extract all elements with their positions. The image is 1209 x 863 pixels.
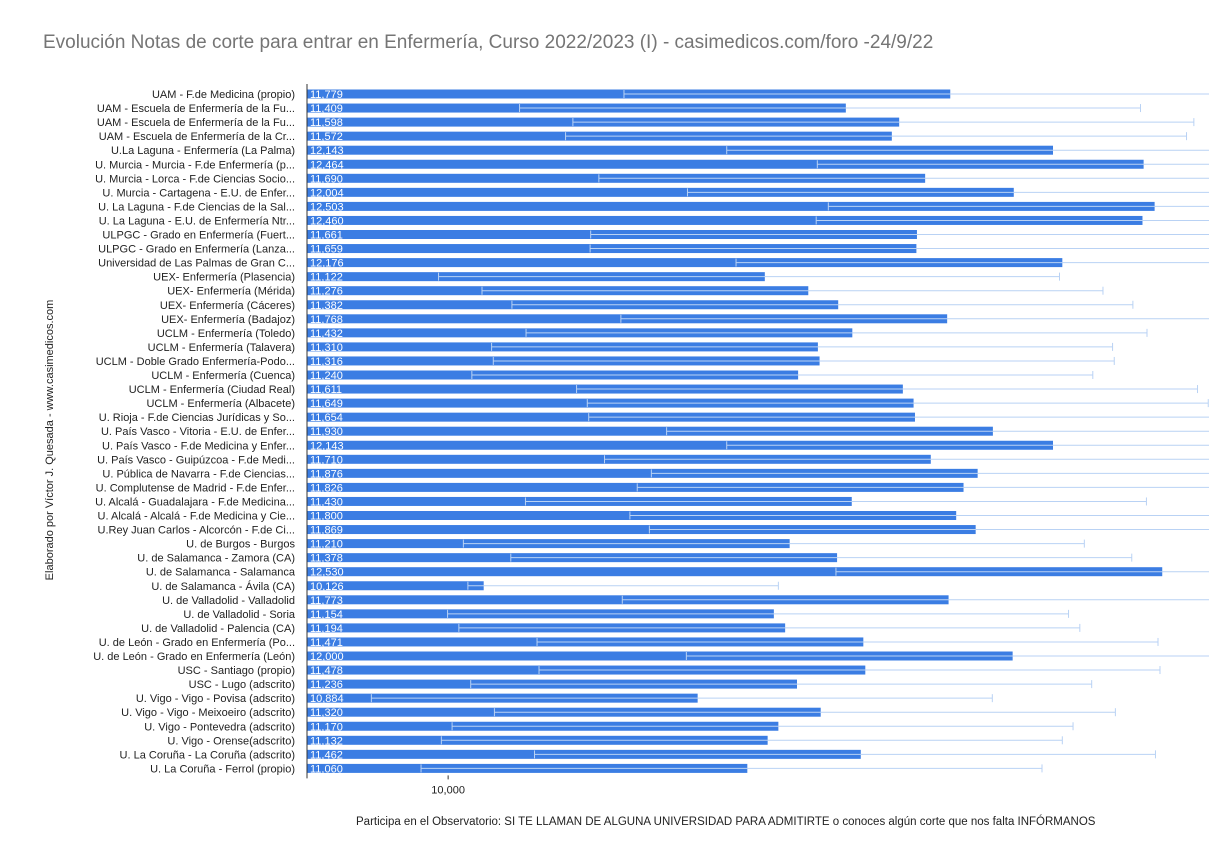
value-label: 11,654: [310, 412, 343, 425]
category-label: UCLM - Enfermería (Ciudad Real): [128, 384, 295, 397]
category-label: UCLM - Enfermería (Cuenca): [151, 370, 295, 382]
value-label: 11,471: [310, 636, 343, 649]
category-label: U. País Vasco - Guipúzcoa - F.de Medi...: [97, 454, 295, 467]
category-label: UCLM - Enfermería (Albacete): [146, 398, 295, 411]
value-label: 12,530: [310, 566, 344, 579]
category-label: U. de Salamanca - Zamora (CA): [137, 552, 295, 565]
category-label: U. de León - Grado en Enfermería (Po...: [98, 636, 295, 649]
category-label: U.La Laguna - Enfermería (La Palma): [110, 145, 295, 158]
value-label: 11,310: [310, 341, 343, 354]
category-label: U. de Burgos - Burgos: [186, 538, 295, 551]
category-label: U. Vigo - Orense(adscrito): [167, 735, 295, 748]
category-label: U. de Salamanca - Salamanca: [145, 566, 295, 579]
category-label: ULPGC - Grado en Enfermería (Lanza...: [98, 243, 295, 256]
value-label: 11,060: [310, 763, 343, 776]
author-credit: Elaborado por Víctor J. Quesada - www.casimedicos.com: [44, 299, 56, 581]
value-label: 11,649: [310, 398, 343, 411]
category-label: U. de Valladolid - Soria: [183, 608, 295, 621]
value-label: 11,478: [310, 665, 343, 678]
category-label: UCLM - Doble Grado Enfermería-Podo...: [95, 355, 295, 368]
category-label: UCLM - Enfermería (Toledo): [156, 327, 295, 340]
value-label: 11,930: [310, 426, 343, 439]
category-label: U. Rioja - F.de Ciencias Jurídicas y So...: [98, 412, 295, 425]
value-label: 11,320: [310, 707, 343, 720]
category-label: U. Vigo - Vigo - Meixoeiro (adscrito): [121, 707, 295, 720]
value-label: 11,316: [310, 355, 343, 368]
value-label: 11,869: [310, 524, 343, 537]
value-label: 11,572: [310, 131, 343, 144]
category-label: UEX- Enfermería (Mérida): [167, 285, 295, 298]
category-label: UEX- Enfermería (Badajoz): [161, 313, 295, 326]
category-label: UEX- Enfermería (Plasencia): [153, 271, 295, 284]
value-label: 11,876: [310, 468, 343, 481]
category-label: USC - Santiago (propio): [177, 665, 295, 678]
value-label: 11,382: [310, 299, 343, 312]
category-label: U. Murcia - Lorca - F.de Ciencias Socio...: [95, 173, 295, 186]
value-label: 11,378: [310, 552, 343, 565]
category-label: U. Vigo - Pontevedra (adscrito): [144, 721, 295, 734]
value-label: 12,460: [310, 215, 344, 228]
category-label: U.Rey Juan Carlos - Alcorcón - F.de Ci...: [97, 524, 295, 537]
category-label: U. Murcia - Cartagena - E.U. de Enfer...: [102, 187, 295, 200]
value-label: 11,154: [310, 608, 343, 621]
category-label: U. La Coruña - La Coruña (adscrito): [119, 749, 295, 762]
value-label: 12,000: [310, 651, 344, 663]
value-label: 11,210: [310, 538, 343, 551]
category-label: UAM - Escuela de Enfermería de la Cr...: [98, 131, 295, 144]
value-label: 11,122: [310, 271, 343, 284]
value-label: 11,779: [310, 89, 343, 101]
category-label: U. Pública de Navarra - F.de Ciencias...: [102, 468, 295, 481]
value-label: 12,503: [310, 201, 344, 214]
category-label: UCLM - Enfermería (Talavera): [147, 341, 295, 354]
category-label: U. de León - Grado en Enfermería (León): [93, 651, 295, 663]
value-label: 12,143: [310, 145, 344, 158]
category-label: U. La Coruña - Ferrol (propio): [150, 763, 295, 776]
category-label: U. Vigo - Vigo - Povisa (adscrito): [135, 693, 295, 706]
value-label: 11,170: [310, 721, 343, 734]
value-label: 11,194: [310, 622, 343, 635]
value-label: 11,800: [310, 510, 343, 523]
category-label: U. País Vasco - F.de Medicina y Enfer...: [102, 440, 295, 453]
category-label: U. Alcalá - Alcalá - F.de Medicina y Cie...: [97, 510, 295, 523]
category-label: UAM - Escuela de Enfermería de la Fu...: [96, 117, 295, 130]
value-label: 12,176: [310, 257, 344, 270]
value-label: 11,409: [310, 103, 343, 116]
category-label: U. La Laguna - E.U. de Enfermería Ntr...: [98, 215, 295, 228]
value-label: 11,661: [310, 229, 343, 242]
x-tick-label: 10,000: [431, 784, 465, 797]
value-label: 11,773: [310, 594, 343, 607]
value-label: 11,710: [310, 454, 343, 467]
category-label: U. La Laguna - F.de Ciencias de la Sal...: [98, 201, 295, 214]
value-label: 10,884: [310, 693, 344, 706]
value-label: 11,432: [310, 327, 343, 340]
category-label: UEX- Enfermería (Cáceres): [159, 299, 295, 312]
category-label: U. de Valladolid - Palencia (CA): [141, 622, 295, 635]
value-label: 12,004: [310, 187, 344, 200]
category-label: U. de Salamanca - Ávila (CA): [151, 580, 295, 593]
category-label: U. Alcalá - Guadalajara - F.de Medicina...: [95, 496, 295, 509]
value-label: 11,462: [310, 749, 343, 762]
value-label: 11,132: [310, 735, 343, 748]
value-label: 11,659: [310, 243, 343, 256]
value-label: 10,126: [310, 580, 344, 593]
category-label: ULPGC - Grado en Enfermería (Fuert...: [102, 229, 295, 242]
chart-title: Evolución Notas de corte para entrar en Enfermería, Curso 2022/2023 (I) - casimedicos.com/foro -24/9/22: [43, 32, 934, 53]
value-label: 12,143: [310, 440, 344, 453]
category-label: U. Murcia - Murcia - F.de Enfermería (p...: [95, 159, 295, 172]
category-label: U. de Valladolid - Valladolid: [162, 594, 295, 607]
value-label: 11,240: [310, 370, 343, 382]
value-label: 11,430: [310, 496, 343, 509]
value-label: 11,690: [310, 173, 343, 186]
category-label: USC - Lugo (adscrito): [188, 679, 295, 692]
category-label: UAM - Escuela de Enfermería de la Fu...: [96, 103, 295, 116]
category-label: Universidad de Las Palmas de Gran C...: [98, 257, 295, 270]
category-label: U. País Vasco - Vitoria - E.U. de Enfer...: [100, 426, 295, 439]
category-label: U. Complutense de Madrid - F.de Enfer...: [95, 482, 295, 495]
category-label: UAM - F.de Medicina (propio): [151, 89, 295, 101]
value-label: 11,826: [310, 482, 343, 495]
value-label: 12,464: [310, 159, 344, 172]
footer-note: Participa en el Observatorio: SI TE LLAMAN DE ALGUNA UNIVERSIDAD PARA ADMITIRTE o conoces algún corte que nos falta INFÓRMANOS: [356, 816, 1096, 828]
value-label: 11,768: [310, 313, 343, 326]
value-label: 11,611: [310, 384, 343, 397]
value-label: 11,236: [310, 679, 343, 692]
value-label: 11,276: [310, 285, 343, 298]
value-label: 11,598: [310, 117, 343, 130]
